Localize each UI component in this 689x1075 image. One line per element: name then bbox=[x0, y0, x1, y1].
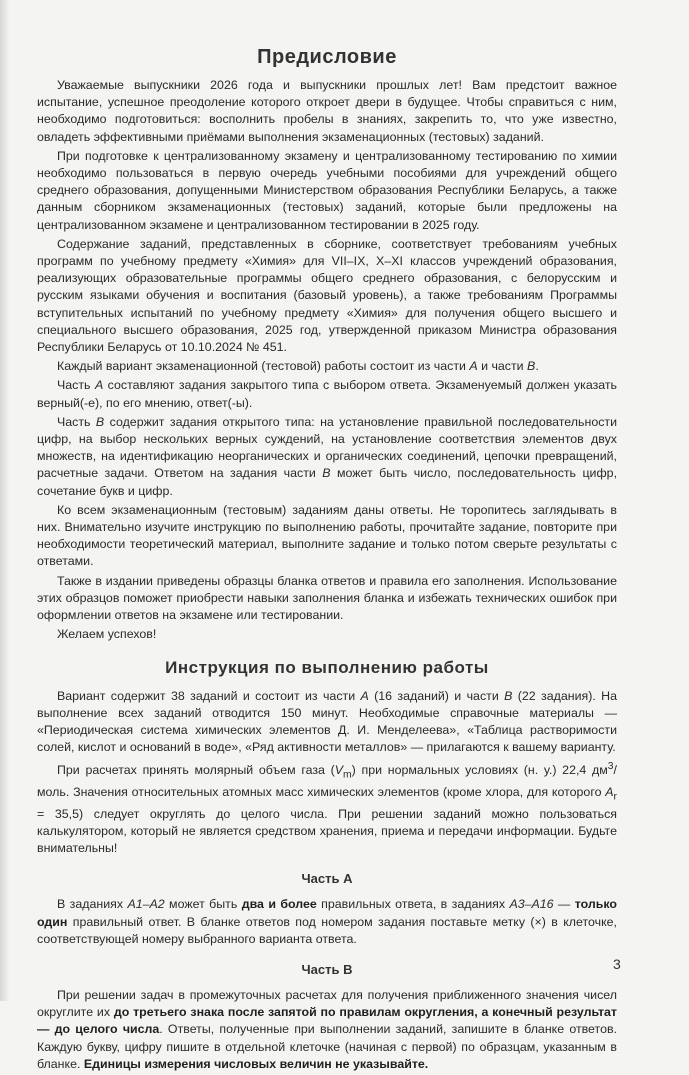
part-a-title: Часть А bbox=[301, 871, 353, 887]
preface-closing: Желаем успехов! bbox=[57, 627, 157, 642]
text: Часть bbox=[57, 378, 95, 393]
subscript: m bbox=[343, 769, 352, 781]
document-page bbox=[37, 40, 617, 1075]
emphasis: до третьего знака после запятой по правилам округления, а конечный результат — до целого числа bbox=[37, 1005, 617, 1037]
instructions-variant-paragraph bbox=[37, 688, 617, 757]
task-range: А3–А16 bbox=[509, 897, 554, 912]
text: . bbox=[535, 359, 539, 374]
preface-paragraph-1: Уважаемые выпускники 2026 года и выпускники прошлых лет! Вам предстоит важное испытание, успешное преодоление которого откроет двери в будущее. Чтобы справиться с ним, необходимо подготовиться: восполнить пробелы в знаниях, закрепить то, что уже известно, овладеть эффективными приёмами выполнения экзаменационных (тестовых) заданий. bbox=[37, 78, 617, 144]
part-b-ref: В bbox=[504, 688, 513, 703]
text: Часть bbox=[57, 414, 96, 429]
text: Вариант содержит 38 заданий и состоит из части bbox=[57, 688, 361, 703]
text: /моль. Значения относительных атомных масс химических элементов (кроме хлора, для которого bbox=[37, 763, 617, 800]
part-b-paragraph bbox=[37, 987, 617, 1073]
text: составляют задания закрытого типа с выбором ответа. Экзаменуемый должен указать верный(-е), по его мнению, ответ(-ы). bbox=[37, 378, 617, 410]
text: может быть число, последовательность цифр, сочетание букв и цифр. bbox=[37, 466, 618, 498]
part-a-paragraph bbox=[37, 896, 617, 948]
text: . Ответы, полученные при выполнении заданий, запишите в бланке ответов. Каждую букву, цифру пишите в отдельной клеточке (начиная с первой) по образцам, указанным в бланке. bbox=[37, 1022, 617, 1071]
part-b-ref: В bbox=[95, 414, 105, 429]
text: При расчетах принять молярный объем газа ( bbox=[57, 763, 335, 778]
superscript: 3 bbox=[607, 761, 614, 773]
text: — bbox=[553, 897, 575, 912]
text: (22 задания). На выполнение всех заданий отводится 150 минут. Необходимые справочные материалы — «Периодическая система химических элементов Д. И. Менделеева», «Таблица растворимости солей, кислот и оснований в воде», «Ряд активности металлов» — прилагаются к вашему варианту. bbox=[37, 688, 617, 755]
subscript: r bbox=[613, 791, 617, 803]
preface-title: Предисловие bbox=[257, 46, 397, 68]
page-edge-shadow bbox=[0, 0, 10, 1001]
part-a-ref: А bbox=[94, 378, 104, 393]
text: ) при нормальных условиях (н. у.) 22,4 дм bbox=[351, 763, 608, 778]
text: = 35,5) следует округлять до целого числа. При решении заданий можно пользоваться калькулятором, который не является средством хранения, приема и передачи информации. Будьте внимательны! bbox=[37, 806, 617, 856]
emphasis: только один bbox=[37, 897, 617, 929]
preface-paragraph-2: При подготовке к централизованному экзамену и централизованному тестированию по химии необходимо пользоваться в первую очередь учебными пособиями для учреждений общего среднего образования, допущенными Министерством образования Республики Беларусь, а также данным сборником экзаменационных (тестовых) заданий, которые были предложены на централизованном экзамене и централизованном тестировании в 2025 году. bbox=[37, 148, 617, 232]
preface-part-a-paragraph bbox=[37, 377, 617, 411]
preface-answers-paragraph: Ко всем экзаменационным (тестовым) заданиям даны ответы. Не торопитесь заглядывать в них. Внимательно изучите инструкцию по выполнению работы, прочитайте задание, повторите при необходимости теоретический материал, выполните задание и только потом сверьте результаты с ответами. bbox=[37, 502, 617, 569]
text: и части bbox=[477, 359, 528, 374]
part-b-ref: В bbox=[322, 466, 331, 481]
text: При решении задач в промежуточных расчетах для получения приближенного значения чисел округлите их bbox=[37, 988, 617, 1020]
molar-volume-symbol: V bbox=[334, 763, 344, 778]
text: правильный ответ. В бланке ответов под номером задания поставьте метку (×) в клеточке, соответствующей номеру выбранного варианта ответа. bbox=[37, 914, 617, 946]
instructions-title: Инструкция по выполнению работы bbox=[165, 657, 489, 677]
text: может быть bbox=[164, 897, 242, 912]
part-a-ref: А bbox=[469, 359, 478, 374]
part-a-ref: А bbox=[360, 688, 369, 703]
preface-samples-paragraph: Также в издании приведены образцы бланка ответов и правила его заполнения. Использование этих образцов поможет приобрести навыки заполнения бланка и избежать технических ошибок при оформлении ответов на экзамене или тестировании. bbox=[37, 573, 617, 623]
instructions-calc-paragraph bbox=[37, 758, 617, 857]
page-number: 3 bbox=[613, 956, 621, 972]
text: правильных ответа, в заданиях bbox=[316, 897, 510, 912]
text: (16 заданий) и части bbox=[368, 688, 505, 703]
text: содержит задания открытого типа: на установление правильной последовательности цифр, на выбор нескольких верных суждений, на установление соответствия элементов двух множеств, на идентификацию неорганических и органических соединений, цепочки превращений, расчетные задачи. Ответом на задания части bbox=[37, 414, 617, 481]
atomic-mass-symbol: A bbox=[605, 785, 614, 800]
part-b-ref: В bbox=[527, 359, 536, 374]
part-b-title: Часть В bbox=[301, 962, 353, 977]
preface-paragraph-3: Содержание заданий, представленных в сборнике, соответствует требованиям учебных программ по учебному предмету «Химия» для VII–IX, X–XI классов учреждений образования, реализующих образовательные программы общего среднего образования, с белорусским и русским языками обучения и воспитания (базовый уровень), а также требованиям Программы вступительных испытаний по учебному предмету «Химия» для получения общего высшего и специального высшего образования, 2025 год, утвержденной приказом Министра образования Республики Беларусь от 10.10.2024 № 451. bbox=[37, 236, 617, 355]
preface-parts-paragraph bbox=[37, 358, 617, 375]
emphasis: два и более bbox=[241, 897, 317, 912]
text: Каждый вариант экзаменационной (тестовой) работы состоит из части bbox=[57, 359, 470, 374]
emphasis: Единицы измерения числовых величин не указывайте. bbox=[83, 1056, 429, 1071]
text: В заданиях bbox=[57, 897, 128, 912]
task-range: А1–А2 bbox=[127, 897, 165, 912]
preface-part-b-paragraph bbox=[37, 414, 617, 500]
